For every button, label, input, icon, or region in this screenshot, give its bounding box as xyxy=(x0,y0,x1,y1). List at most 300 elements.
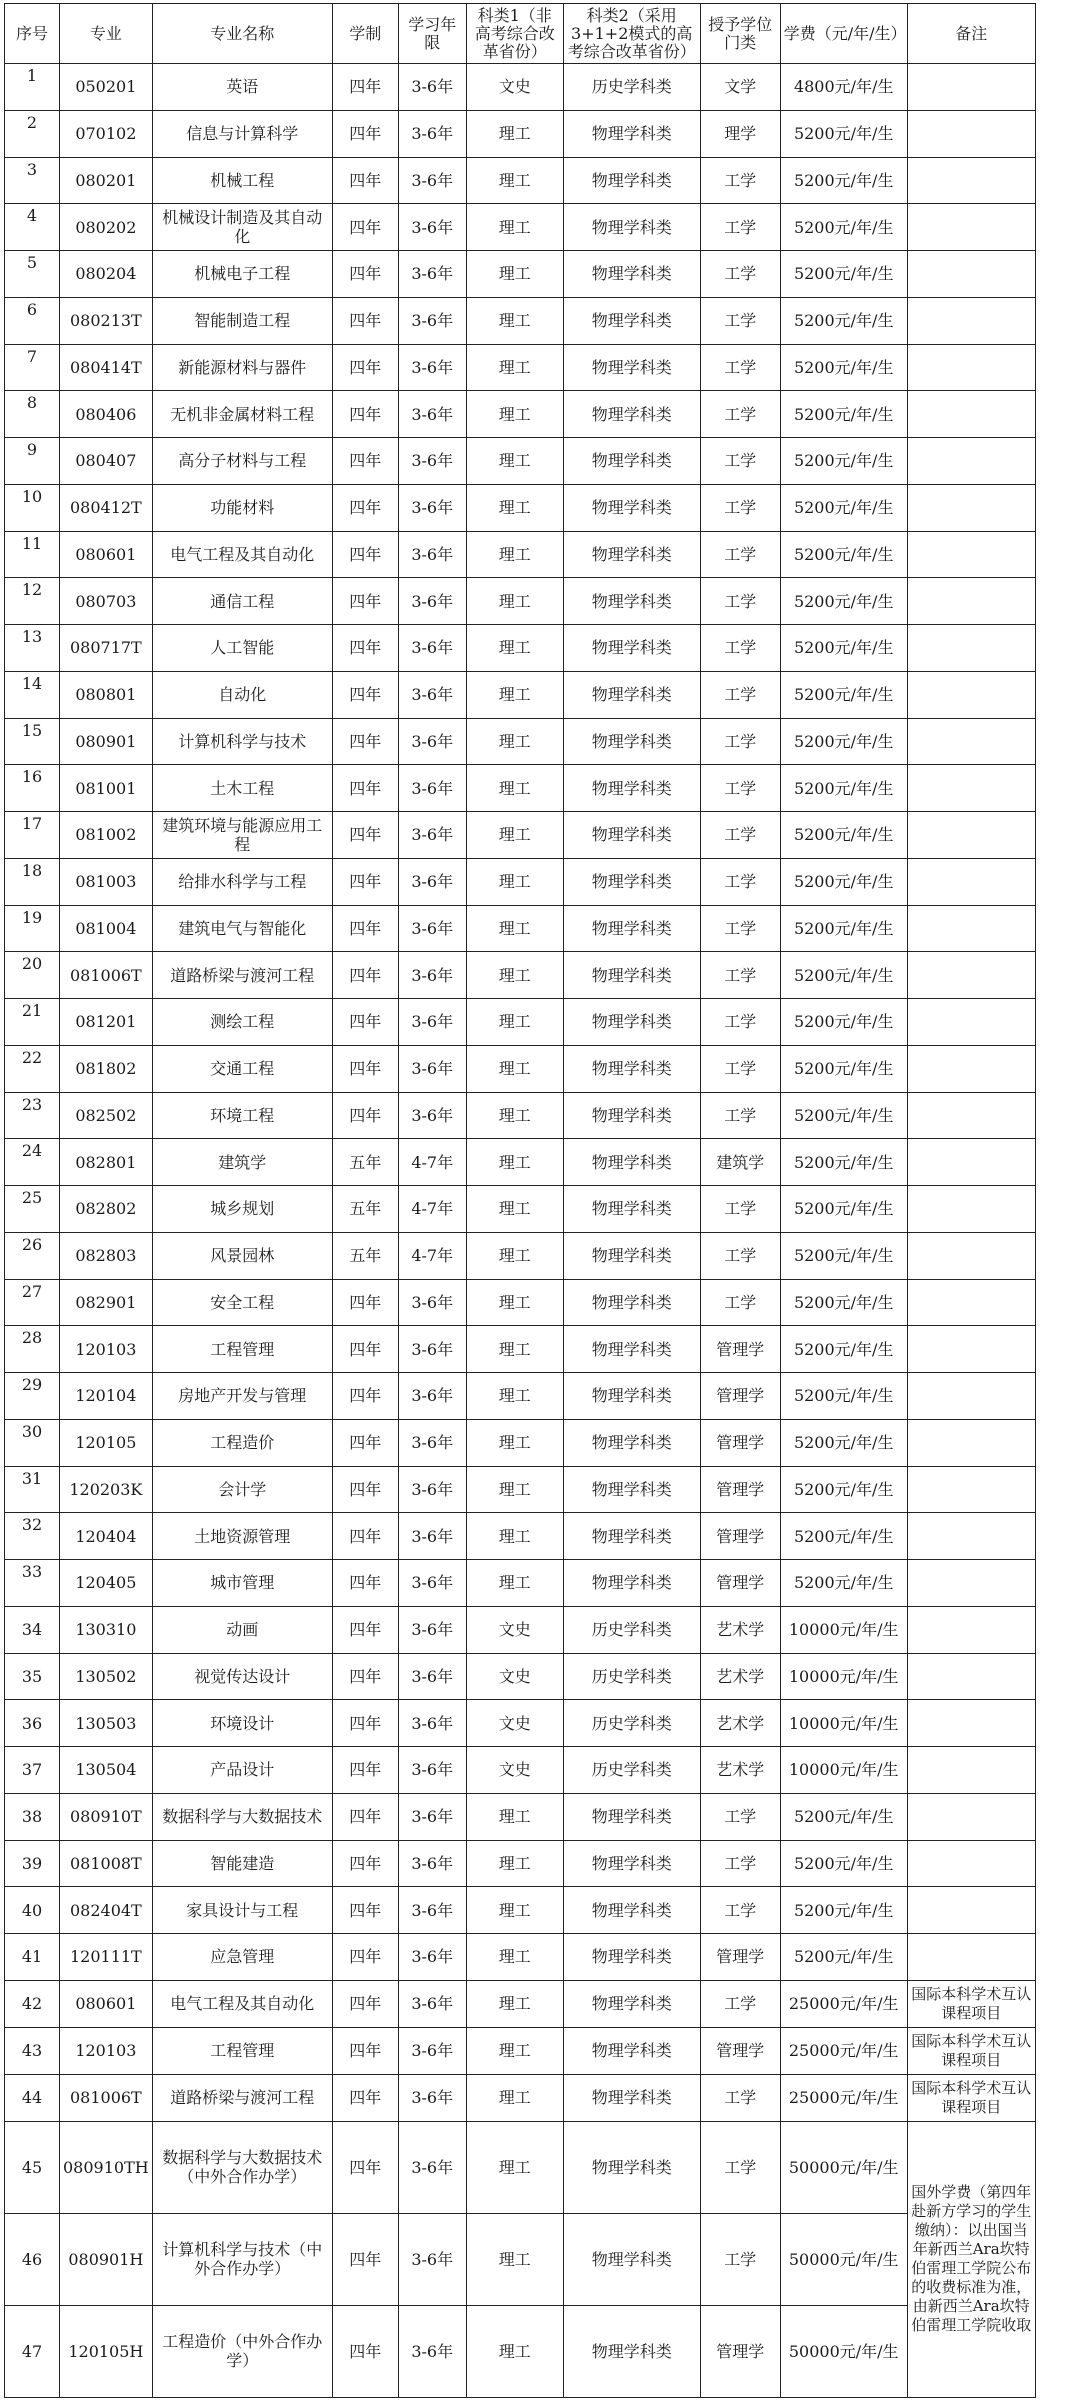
header-fee: 学费（元/年/生） xyxy=(780,4,907,64)
table-row xyxy=(5,1840,1036,1887)
cell-code: 120105H xyxy=(60,2305,153,2397)
header-code: 专业 xyxy=(60,4,153,64)
cell-fee: 5200元/年/生 xyxy=(780,718,907,765)
cell-degree: 工学 xyxy=(700,671,780,718)
cell-years: 3-6年 xyxy=(398,2213,466,2305)
cell-system: 四年 xyxy=(332,1513,398,1560)
cell-cat1: 理工 xyxy=(466,2305,563,2397)
cell-code: 080204 xyxy=(60,251,153,298)
cell-note xyxy=(907,1373,1035,1420)
cell-name: 建筑电气与智能化 xyxy=(152,905,332,952)
cell-cat1: 理工 xyxy=(466,1560,563,1607)
cell-system: 四年 xyxy=(332,812,398,859)
table-row xyxy=(5,1419,1036,1466)
cell-cat2: 物理学科类 xyxy=(563,765,700,812)
cell-name: 视觉传达设计 xyxy=(152,1653,332,1700)
cell-system: 四年 xyxy=(332,1045,398,1092)
cell-code: 082502 xyxy=(60,1092,153,1139)
cell-cat1: 理工 xyxy=(466,484,563,531)
cell-cat1: 理工 xyxy=(466,1513,563,1560)
table-row xyxy=(5,1466,1036,1513)
cell-years: 3-6年 xyxy=(398,999,466,1046)
cell-seq: 16 xyxy=(5,765,60,812)
cell-system: 四年 xyxy=(332,765,398,812)
cell-cat2: 物理学科类 xyxy=(563,1045,700,1092)
cell-cat2: 物理学科类 xyxy=(563,344,700,391)
cell-name: 安全工程 xyxy=(152,1279,332,1326)
table-row xyxy=(5,1326,1036,1373)
cell-code: 082803 xyxy=(60,1232,153,1279)
cell-note xyxy=(907,578,1035,625)
cell-degree: 工学 xyxy=(700,718,780,765)
cell-degree: 工学 xyxy=(700,905,780,952)
cell-name: 土木工程 xyxy=(152,765,332,812)
cell-note xyxy=(907,858,1035,905)
cell-fee: 5200元/年/生 xyxy=(780,1045,907,1092)
cell-degree: 管理学 xyxy=(700,2027,780,2074)
cell-cat2: 物理学科类 xyxy=(563,1887,700,1934)
cell-system: 四年 xyxy=(332,1840,398,1887)
cell-years: 3-6年 xyxy=(398,718,466,765)
cell-code: 120203K xyxy=(60,1466,153,1513)
cell-seq: 10 xyxy=(5,484,60,531)
cell-note xyxy=(907,1513,1035,1560)
cell-cat1: 理工 xyxy=(466,1279,563,1326)
table-row xyxy=(5,1700,1036,1747)
cell-cat2: 物理学科类 xyxy=(563,484,700,531)
table-row xyxy=(5,251,1036,298)
cell-fee: 5200元/年/生 xyxy=(780,1279,907,1326)
cell-years: 3-6年 xyxy=(398,1419,466,1466)
table-row xyxy=(5,157,1036,204)
cell-fee: 5200元/年/生 xyxy=(780,1560,907,1607)
cell-years: 4-7年 xyxy=(398,1139,466,1186)
cell-code: 080213T xyxy=(60,297,153,344)
cell-note xyxy=(907,1887,1035,1934)
cell-fee: 5200元/年/生 xyxy=(780,344,907,391)
table-row xyxy=(5,2027,1036,2074)
cell-seq: 1 xyxy=(5,64,60,111)
cell-seq: 34 xyxy=(5,1606,60,1653)
cell-name: 数据科学与大数据技术 xyxy=(152,1793,332,1840)
cell-cat1: 理工 xyxy=(466,344,563,391)
cell-cat1: 理工 xyxy=(466,1793,563,1840)
table-row xyxy=(5,578,1036,625)
cell-name: 人工智能 xyxy=(152,625,332,672)
cell-cat1: 理工 xyxy=(466,718,563,765)
cell-cat2: 物理学科类 xyxy=(563,204,700,251)
cell-seq: 30 xyxy=(5,1419,60,1466)
cell-cat1: 理工 xyxy=(466,110,563,157)
cell-years: 3-6年 xyxy=(398,1092,466,1139)
cell-fee: 5200元/年/生 xyxy=(780,251,907,298)
cell-system: 四年 xyxy=(332,1980,398,2027)
cell-degree: 工学 xyxy=(700,578,780,625)
cell-fee: 5200元/年/生 xyxy=(780,1373,907,1420)
cell-cat1: 理工 xyxy=(466,858,563,905)
cell-code: 130502 xyxy=(60,1653,153,1700)
cell-cat2: 历史学科类 xyxy=(563,64,700,111)
cell-note xyxy=(907,484,1035,531)
cell-cat2: 物理学科类 xyxy=(563,858,700,905)
cell-note xyxy=(907,204,1035,251)
cell-note-merged: 国外学费（第四年赴新方学习的学生缴纳）：以出国当年新西兰Ara坎特伯雷理工学院公布的收费标准为准，由新西兰Ara坎特伯雷理工学院收取 xyxy=(907,2121,1035,2397)
cell-cat2: 物理学科类 xyxy=(563,110,700,157)
cell-fee: 5200元/年/生 xyxy=(780,1186,907,1233)
cell-seq: 37 xyxy=(5,1747,60,1794)
table-row xyxy=(5,1653,1036,1700)
cell-degree: 管理学 xyxy=(700,1326,780,1373)
cell-cat2: 物理学科类 xyxy=(563,1980,700,2027)
cell-code: 130310 xyxy=(60,1606,153,1653)
cell-degree: 工学 xyxy=(700,2213,780,2305)
table-row xyxy=(5,1793,1036,1840)
cell-system: 四年 xyxy=(332,157,398,204)
cell-seq: 2 xyxy=(5,110,60,157)
cell-seq: 20 xyxy=(5,952,60,999)
cell-cat2: 物理学科类 xyxy=(563,1934,700,1981)
header-years: 学习年限 xyxy=(398,4,466,64)
cell-system: 四年 xyxy=(332,2305,398,2397)
cell-years: 3-6年 xyxy=(398,1326,466,1373)
cell-fee: 10000元/年/生 xyxy=(780,1700,907,1747)
cell-seq: 25 xyxy=(5,1186,60,1233)
cell-cat2: 物理学科类 xyxy=(563,1560,700,1607)
cell-name: 功能材料 xyxy=(152,484,332,531)
cell-fee: 25000元/年/生 xyxy=(780,2027,907,2074)
cell-cat1: 理工 xyxy=(466,2121,563,2213)
cell-degree: 工学 xyxy=(700,999,780,1046)
cell-note: 国际本科学术互认课程项目 xyxy=(907,2027,1035,2074)
cell-code: 120103 xyxy=(60,2027,153,2074)
cell-name: 通信工程 xyxy=(152,578,332,625)
cell-years: 3-6年 xyxy=(398,671,466,718)
cell-degree: 文学 xyxy=(700,64,780,111)
table-row xyxy=(5,110,1036,157)
cell-cat2: 物理学科类 xyxy=(563,905,700,952)
cell-name: 建筑学 xyxy=(152,1139,332,1186)
cell-years: 3-6年 xyxy=(398,391,466,438)
cell-cat2: 物理学科类 xyxy=(563,625,700,672)
cell-name: 城市管理 xyxy=(152,1560,332,1607)
cell-seq: 11 xyxy=(5,531,60,578)
cell-system: 四年 xyxy=(332,2074,398,2121)
cell-note xyxy=(907,812,1035,859)
table-row xyxy=(5,2074,1036,2121)
cell-code: 080407 xyxy=(60,438,153,485)
cell-note xyxy=(907,110,1035,157)
cell-cat1: 理工 xyxy=(466,1373,563,1420)
cell-system: 四年 xyxy=(332,718,398,765)
cell-degree: 工学 xyxy=(700,1279,780,1326)
cell-years: 3-6年 xyxy=(398,578,466,625)
cell-degree: 工学 xyxy=(700,812,780,859)
cell-system: 四年 xyxy=(332,1419,398,1466)
cell-degree: 艺术学 xyxy=(700,1606,780,1653)
cell-code: 080910TH xyxy=(60,2121,153,2213)
cell-name: 应急管理 xyxy=(152,1934,332,1981)
cell-note xyxy=(907,1186,1035,1233)
cell-name: 计算机科学与技术 xyxy=(152,718,332,765)
cell-fee: 25000元/年/生 xyxy=(780,2074,907,2121)
cell-years: 3-6年 xyxy=(398,1513,466,1560)
cell-code: 080202 xyxy=(60,204,153,251)
cell-system: 四年 xyxy=(332,1653,398,1700)
cell-fee: 5200元/年/生 xyxy=(780,204,907,251)
cell-cat2: 物理学科类 xyxy=(563,718,700,765)
cell-seq: 44 xyxy=(5,2074,60,2121)
cell-degree: 工学 xyxy=(700,1092,780,1139)
cell-note xyxy=(907,718,1035,765)
cell-degree: 艺术学 xyxy=(700,1700,780,1747)
table-row xyxy=(5,2213,1036,2305)
cell-seq: 39 xyxy=(5,1840,60,1887)
cell-cat2: 物理学科类 xyxy=(563,157,700,204)
cell-cat1: 理工 xyxy=(466,438,563,485)
cell-degree: 工学 xyxy=(700,952,780,999)
cell-cat1: 理工 xyxy=(466,1139,563,1186)
cell-degree: 理学 xyxy=(700,110,780,157)
cell-fee: 5200元/年/生 xyxy=(780,905,907,952)
cell-system: 四年 xyxy=(332,391,398,438)
cell-fee: 5200元/年/生 xyxy=(780,297,907,344)
cell-name: 家具设计与工程 xyxy=(152,1887,332,1934)
cell-years: 3-6年 xyxy=(398,1560,466,1607)
cell-degree: 艺术学 xyxy=(700,1747,780,1794)
cell-years: 3-6年 xyxy=(398,2121,466,2213)
cell-name: 建筑环境与能源应用工程 xyxy=(152,812,332,859)
cell-cat2: 历史学科类 xyxy=(563,1700,700,1747)
cell-system: 四年 xyxy=(332,297,398,344)
cell-years: 3-6年 xyxy=(398,1887,466,1934)
cell-seq: 8 xyxy=(5,391,60,438)
cell-years: 3-6年 xyxy=(398,531,466,578)
cell-cat2: 历史学科类 xyxy=(563,1606,700,1653)
cell-degree: 工学 xyxy=(700,391,780,438)
cell-system: 四年 xyxy=(332,999,398,1046)
cell-fee: 5200元/年/生 xyxy=(780,578,907,625)
cell-years: 3-6年 xyxy=(398,204,466,251)
cell-degree: 工学 xyxy=(700,765,780,812)
cell-seq: 3 xyxy=(5,157,60,204)
header-seq: 序号 xyxy=(5,4,60,64)
table-row xyxy=(5,1887,1036,1934)
cell-degree: 工学 xyxy=(700,484,780,531)
table-row xyxy=(5,297,1036,344)
cell-years: 3-6年 xyxy=(398,251,466,298)
cell-years: 3-6年 xyxy=(398,1747,466,1794)
cell-name: 环境工程 xyxy=(152,1092,332,1139)
cell-cat2: 物理学科类 xyxy=(563,2027,700,2074)
cell-name: 会计学 xyxy=(152,1466,332,1513)
cell-fee: 5200元/年/生 xyxy=(780,391,907,438)
cell-seq: 28 xyxy=(5,1326,60,1373)
cell-code: 081802 xyxy=(60,1045,153,1092)
table-row xyxy=(5,2305,1036,2397)
cell-cat2: 物理学科类 xyxy=(563,812,700,859)
cell-note xyxy=(907,905,1035,952)
cell-code: 080801 xyxy=(60,671,153,718)
cell-degree: 工学 xyxy=(700,297,780,344)
cell-system: 四年 xyxy=(332,578,398,625)
table-row xyxy=(5,1560,1036,1607)
cell-cat1: 理工 xyxy=(466,1232,563,1279)
cell-degree: 工学 xyxy=(700,2121,780,2213)
cell-cat1: 理工 xyxy=(466,1186,563,1233)
cell-degree: 管理学 xyxy=(700,1560,780,1607)
cell-code: 080601 xyxy=(60,1980,153,2027)
table-row xyxy=(5,1092,1036,1139)
cell-cat2: 物理学科类 xyxy=(563,2074,700,2121)
cell-name: 测绘工程 xyxy=(152,999,332,1046)
cell-degree: 管理学 xyxy=(700,1934,780,1981)
cell-seq: 5 xyxy=(5,251,60,298)
table-row xyxy=(5,1045,1036,1092)
cell-fee: 5200元/年/生 xyxy=(780,110,907,157)
cell-code: 120405 xyxy=(60,1560,153,1607)
cell-fee: 5200元/年/生 xyxy=(780,1092,907,1139)
cell-cat1: 理工 xyxy=(466,2027,563,2074)
cell-code: 080601 xyxy=(60,531,153,578)
cell-seq: 33 xyxy=(5,1560,60,1607)
cell-name: 数据科学与大数据技术（中外合作办学） xyxy=(152,2121,332,2213)
header-degree: 授予学位门类 xyxy=(700,4,780,64)
cell-code: 120104 xyxy=(60,1373,153,1420)
cell-name: 城乡规划 xyxy=(152,1186,332,1233)
cell-code: 081008T xyxy=(60,1840,153,1887)
cell-note xyxy=(907,251,1035,298)
cell-years: 3-6年 xyxy=(398,64,466,111)
cell-code: 080910T xyxy=(60,1793,153,1840)
cell-note xyxy=(907,1279,1035,1326)
cell-code: 082404T xyxy=(60,1887,153,1934)
cell-degree: 建筑学 xyxy=(700,1139,780,1186)
major-table xyxy=(4,3,1036,2398)
cell-cat1: 理工 xyxy=(466,765,563,812)
cell-cat2: 物理学科类 xyxy=(563,1513,700,1560)
header-note: 备注 xyxy=(907,4,1035,64)
cell-cat1: 理工 xyxy=(466,1980,563,2027)
cell-note xyxy=(907,671,1035,718)
table-row xyxy=(5,905,1036,952)
cell-note xyxy=(907,1606,1035,1653)
cell-cat1: 理工 xyxy=(466,1045,563,1092)
cell-degree: 工学 xyxy=(700,858,780,905)
cell-system: 四年 xyxy=(332,1326,398,1373)
cell-cat1: 理工 xyxy=(466,251,563,298)
cell-cat1: 理工 xyxy=(466,204,563,251)
table-row xyxy=(5,438,1036,485)
cell-cat1: 理工 xyxy=(466,531,563,578)
cell-fee: 5200元/年/生 xyxy=(780,1793,907,1840)
cell-name: 机械工程 xyxy=(152,157,332,204)
cell-fee: 50000元/年/生 xyxy=(780,2121,907,2213)
cell-years: 3-6年 xyxy=(398,484,466,531)
cell-system: 四年 xyxy=(332,110,398,157)
cell-degree: 工学 xyxy=(700,531,780,578)
cell-note: 国际本科学术互认课程项目 xyxy=(907,2074,1035,2121)
cell-degree: 工学 xyxy=(700,1980,780,2027)
cell-note xyxy=(907,1419,1035,1466)
cell-cat1: 理工 xyxy=(466,297,563,344)
cell-system: 四年 xyxy=(332,1700,398,1747)
cell-system: 四年 xyxy=(332,858,398,905)
cell-seq: 26 xyxy=(5,1232,60,1279)
cell-fee: 5200元/年/生 xyxy=(780,625,907,672)
cell-name: 智能制造工程 xyxy=(152,297,332,344)
cell-seq: 27 xyxy=(5,1279,60,1326)
cell-years: 3-6年 xyxy=(398,1980,466,2027)
table-row xyxy=(5,812,1036,859)
cell-cat2: 历史学科类 xyxy=(563,1653,700,1700)
cell-cat1: 理工 xyxy=(466,2213,563,2305)
cell-seq: 6 xyxy=(5,297,60,344)
cell-name: 自动化 xyxy=(152,671,332,718)
table-row xyxy=(5,765,1036,812)
table-row xyxy=(5,671,1036,718)
cell-code: 080412T xyxy=(60,484,153,531)
cell-system: 四年 xyxy=(332,1373,398,1420)
cell-years: 3-6年 xyxy=(398,1934,466,1981)
cell-seq: 4 xyxy=(5,204,60,251)
cell-seq: 13 xyxy=(5,625,60,672)
cell-years: 3-6年 xyxy=(398,765,466,812)
cell-years: 3-6年 xyxy=(398,1373,466,1420)
cell-note xyxy=(907,1840,1035,1887)
cell-system: 四年 xyxy=(332,2121,398,2213)
cell-seq: 29 xyxy=(5,1373,60,1420)
table-row xyxy=(5,344,1036,391)
cell-system: 四年 xyxy=(332,1887,398,1934)
cell-system: 四年 xyxy=(332,905,398,952)
cell-cat2: 物理学科类 xyxy=(563,1326,700,1373)
cell-name: 产品设计 xyxy=(152,1747,332,1794)
cell-name: 无机非金属材料工程 xyxy=(152,391,332,438)
cell-cat2: 物理学科类 xyxy=(563,251,700,298)
cell-system: 四年 xyxy=(332,952,398,999)
cell-seq: 42 xyxy=(5,1980,60,2027)
cell-name: 动画 xyxy=(152,1606,332,1653)
cell-fee: 10000元/年/生 xyxy=(780,1606,907,1653)
table-row xyxy=(5,2121,1036,2213)
cell-degree: 工学 xyxy=(700,438,780,485)
cell-years: 3-6年 xyxy=(398,1653,466,1700)
cell-cat2: 历史学科类 xyxy=(563,1747,700,1794)
table-row xyxy=(5,999,1036,1046)
table-row xyxy=(5,64,1036,111)
table-row xyxy=(5,1232,1036,1279)
cell-seq: 23 xyxy=(5,1092,60,1139)
cell-seq: 18 xyxy=(5,858,60,905)
table-body xyxy=(5,64,1036,2398)
cell-degree: 工学 xyxy=(700,344,780,391)
cell-fee: 5200元/年/生 xyxy=(780,765,907,812)
cell-system: 四年 xyxy=(332,2027,398,2074)
cell-name: 电气工程及其自动化 xyxy=(152,531,332,578)
cell-seq: 47 xyxy=(5,2305,60,2397)
cell-name: 高分子材料与工程 xyxy=(152,438,332,485)
cell-cat1: 理工 xyxy=(466,1326,563,1373)
table-row xyxy=(5,1373,1036,1420)
cell-seq: 22 xyxy=(5,1045,60,1092)
cell-cat1: 理工 xyxy=(466,2074,563,2121)
cell-degree: 工学 xyxy=(700,1186,780,1233)
cell-system: 五年 xyxy=(332,1139,398,1186)
cell-seq: 41 xyxy=(5,1934,60,1981)
cell-note xyxy=(907,625,1035,672)
cell-cat2: 物理学科类 xyxy=(563,2305,700,2397)
cell-years: 3-6年 xyxy=(398,625,466,672)
